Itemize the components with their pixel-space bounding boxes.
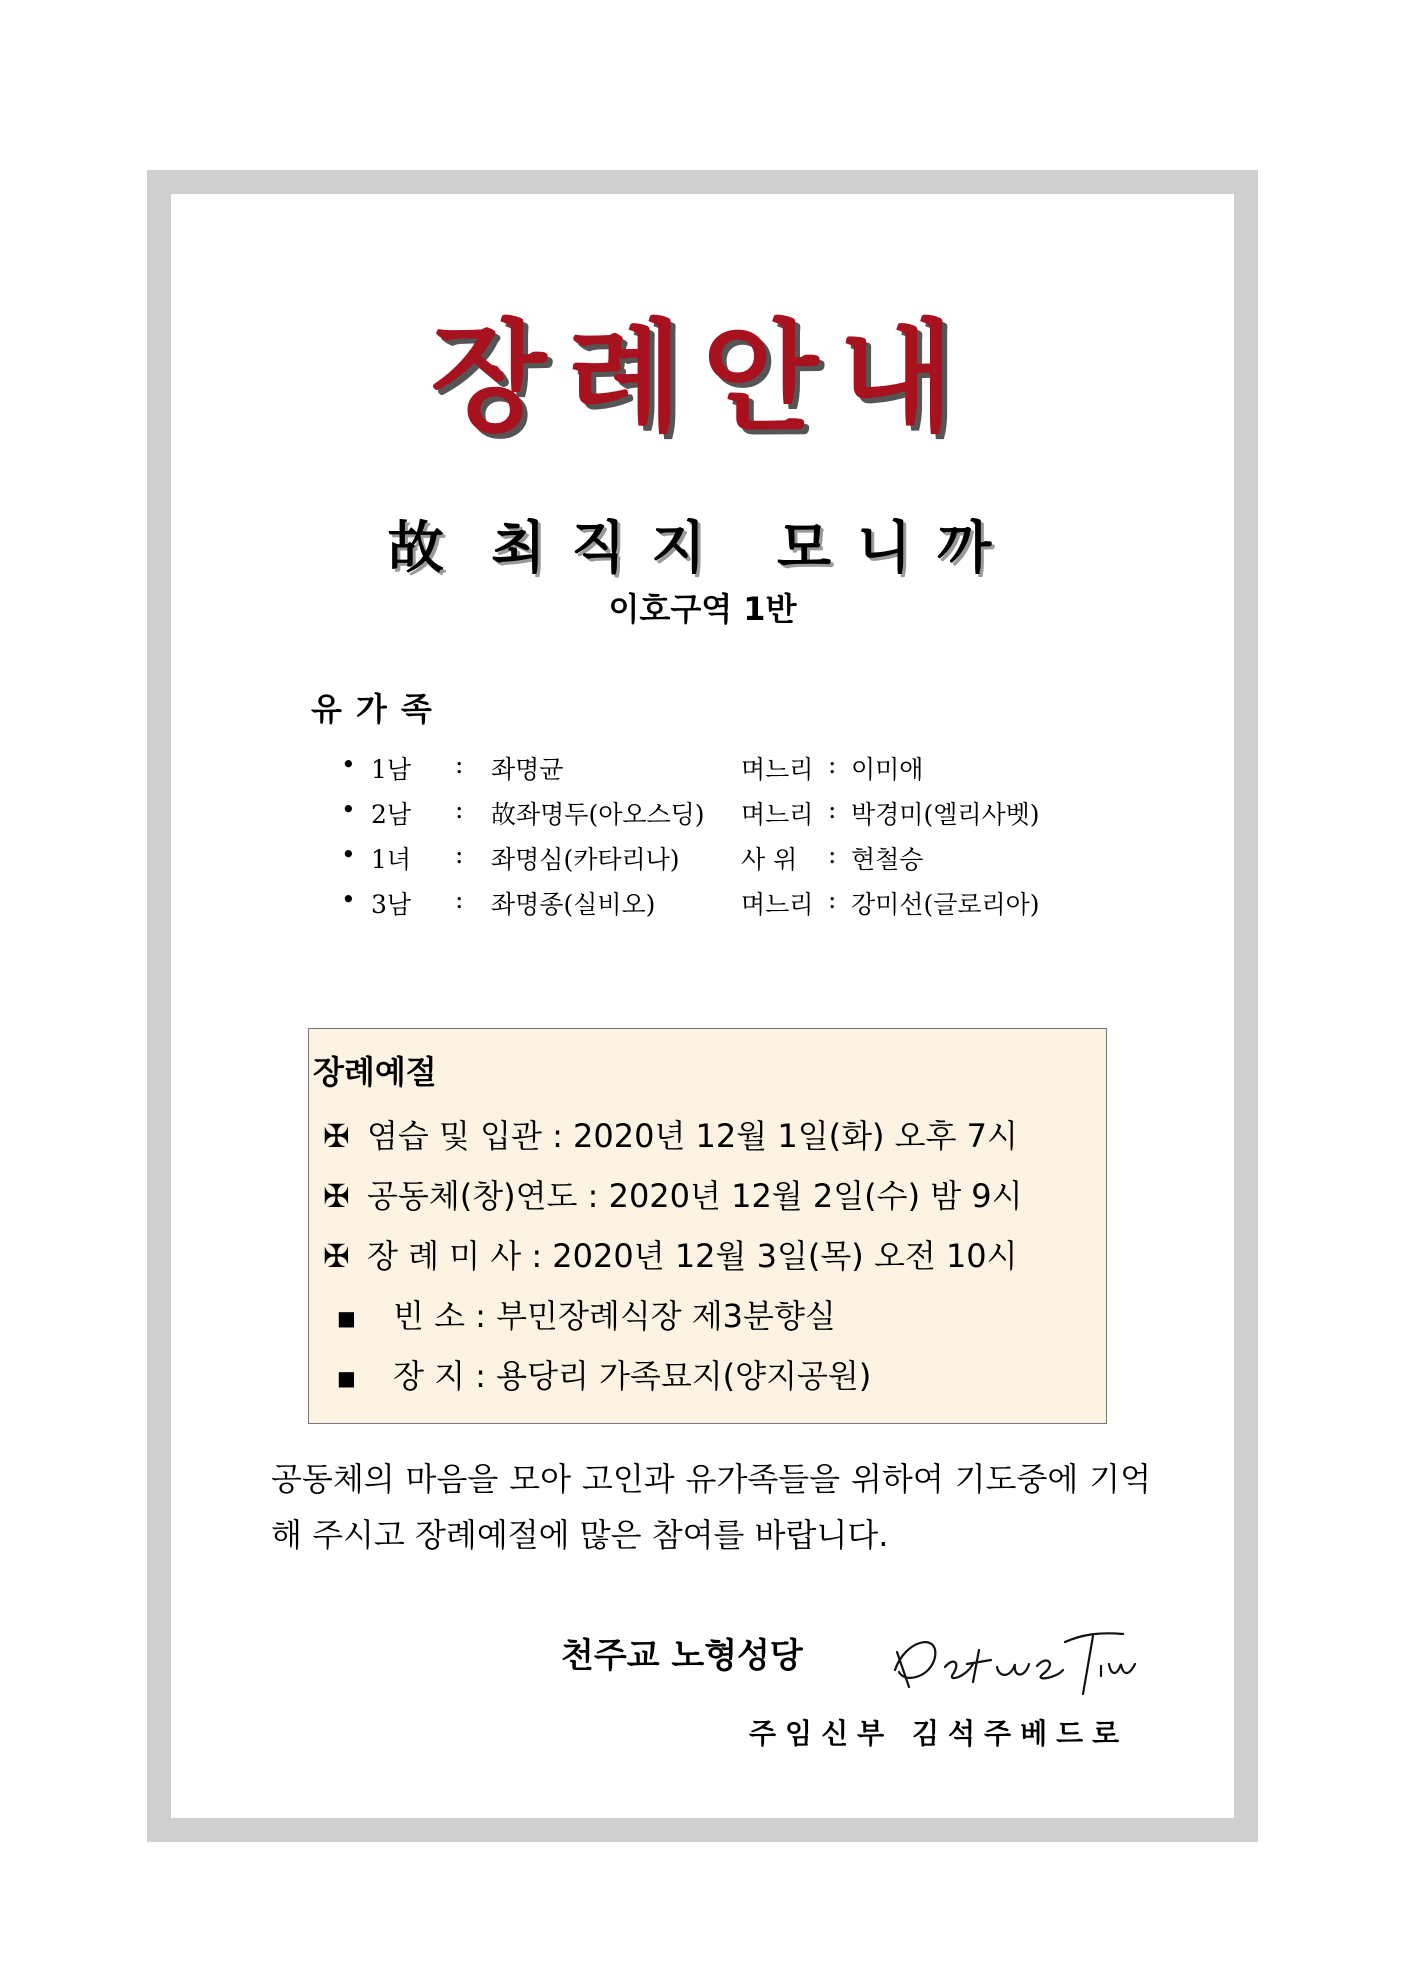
spouse-name: 박경미(엘리사벳): [851, 800, 1040, 829]
spouse-relation: 사 위: [741, 845, 798, 874]
place-label: 빈 소: [393, 1297, 465, 1335]
place-label: 장 지: [393, 1357, 465, 1395]
event-label: 장 례 미 사: [367, 1237, 522, 1275]
page-title: 장례안내: [430, 309, 975, 448]
event-label: 공동체(창)연도: [367, 1177, 578, 1215]
church-name: 천주교 노형성당: [561, 1636, 803, 1676]
place-value: 부민장례식장 제3분향실: [496, 1297, 836, 1335]
schedule-event: ✠ 공동체(창)연도 : 2020년 12월 2일(수) 밤 9시: [323, 1177, 1023, 1215]
colon-separator: :: [455, 795, 464, 824]
family-relation: 3남: [371, 890, 412, 919]
family-row: [341, 885, 1061, 930]
spouse-relation: 며느리: [741, 755, 814, 784]
square-bullet-icon: ■: [337, 1306, 356, 1330]
spouse-relation: 며느리: [741, 800, 814, 829]
family-relation: 2남: [371, 800, 412, 829]
signature-image: [887, 1612, 1147, 1712]
bullet-icon: •: [341, 750, 356, 779]
family-relation: 1남: [371, 755, 412, 784]
spouse-relation: 며느리: [741, 890, 814, 919]
colon-separator: :: [828, 750, 837, 779]
event-datetime: 2020년 12월 1일(화) 오후 7시: [573, 1117, 1018, 1155]
schedule-heading: 장례예절: [313, 1053, 437, 1091]
bullet-icon: •: [341, 795, 356, 824]
event-datetime: 2020년 12월 2일(수) 밤 9시: [608, 1177, 1023, 1215]
schedule-event: ✠ 염습 및 입관 : 2020년 12월 1일(화) 오후 7시: [323, 1117, 1018, 1155]
condolence-message: 공동체의 마음을 모아 고인과 유가족들을 위하여 기도중에 기억해 주시고 장례예절에 많은 참여를 바랍니다.: [271, 1460, 1151, 1554]
cross-icon: ✠: [323, 1237, 350, 1275]
colon-separator: :: [828, 840, 837, 869]
family-name: 좌명종(실비오): [491, 890, 656, 919]
schedule-place: ■ 빈 소 : 부민장례식장 제3분향실: [337, 1297, 836, 1335]
bullet-icon: •: [341, 885, 356, 914]
spouse-name: 강미선(글로리아): [851, 890, 1040, 919]
family-row: [341, 750, 1061, 795]
schedule-event: ✠ 장 례 미 사 : 2020년 12월 3일(목) 오전 10시: [323, 1237, 1018, 1275]
schedule-place: ■ 장 지 : 용당리 가족묘지(양지공원): [337, 1357, 872, 1395]
family-list: [341, 750, 1061, 930]
colon-separator: :: [828, 885, 837, 914]
bullet-icon: •: [341, 840, 356, 869]
priest-name: 주임신부 김석주베드로: [749, 1717, 1129, 1750]
event-datetime: 2020년 12월 3일(목) 오전 10시: [552, 1237, 1018, 1275]
cross-icon: ✠: [323, 1117, 350, 1155]
deceased-name: 최직지 모니까: [491, 516, 1018, 581]
deceased-line: [171, 504, 1234, 584]
colon-separator: :: [455, 885, 464, 914]
family-heading: 유가족: [311, 690, 446, 728]
family-name: 故좌명두(아오스딩): [491, 800, 705, 829]
square-bullet-icon: ■: [337, 1366, 356, 1390]
colon-separator: :: [828, 795, 837, 824]
colon-separator: :: [455, 840, 464, 869]
spouse-name: 이미애: [851, 755, 924, 784]
event-label: 염습 및 입관: [367, 1117, 542, 1155]
funeral-schedule-box: [308, 1028, 1107, 1424]
family-row: [341, 840, 1061, 885]
document-body: [171, 194, 1234, 1818]
deceased-prefix: 故: [387, 516, 458, 581]
colon-separator: :: [455, 750, 464, 779]
cross-icon: ✠: [323, 1177, 350, 1215]
family-name: 좌명심(카타리나): [491, 845, 680, 874]
spouse-name: 현철승: [851, 845, 924, 874]
page-frame: [147, 170, 1258, 1842]
place-value: 용당리 가족묘지(양지공원): [496, 1357, 872, 1395]
family-name: 좌명균: [491, 755, 564, 784]
district-label: 이호구역 1반: [608, 590, 797, 628]
family-row: [341, 795, 1061, 840]
family-relation: 1녀: [371, 845, 412, 874]
